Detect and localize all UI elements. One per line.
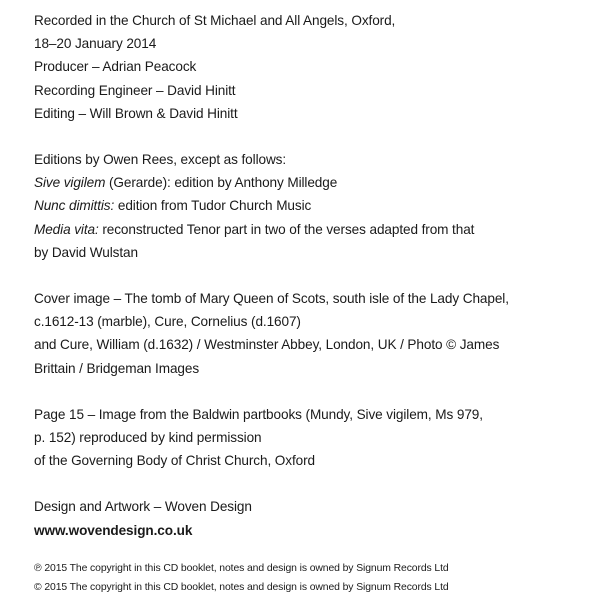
recording-location: Recorded in the Church of St Michael and All Angels, Oxford,: [34, 13, 396, 28]
cover-line: c.1612-13 (marble), Cure, Cornelius (d.1607): [34, 314, 301, 330]
edition-title: Media vita:: [34, 221, 99, 237]
booklet-copyright: © 2015 The copyright in this CD booklet, notes and design is owned by Signum Records Ltd: [34, 581, 449, 593]
edition-title: Nunc dimittis:: [34, 198, 115, 214]
credits-page: [34, 9, 579, 597]
design-credit-text: Design and Artwork – Woven Design: [34, 499, 252, 515]
spacer: [34, 472, 579, 495]
recording-credits: [34, 9, 579, 125]
page15-line: Page 15 – Image from the Baldwin partbooks (Mundy, Sive vigilem, Ms 979,: [34, 406, 483, 422]
spacer: [34, 264, 579, 287]
cover-line: Brittain / Bridgeman Images: [34, 360, 200, 376]
edition-text: edition from Tudor Church Music: [114, 198, 312, 214]
copyright-notices: [34, 559, 579, 597]
page15-line: of the Governing Body of Christ Church, Oxford: [34, 453, 316, 469]
editing-credit: Editing – Will Brown & David Hinitt: [34, 105, 238, 121]
edition-continuation: by David Wulstan: [34, 244, 138, 260]
edition-item: [34, 194, 579, 217]
page15-line: p. 152) reproduced by kind permission: [34, 430, 262, 446]
producer-credit: Producer – Adrian Peacock: [34, 59, 197, 75]
page15-image-credit: [34, 403, 579, 473]
phonogram-copyright: ℗ 2015 The copyright in this CD booklet, notes and design is owned by Signum Records Ltd: [34, 562, 449, 574]
design-credit: [34, 495, 579, 541]
edition-text: reconstructed Tenor part in two of the verses adapted from that: [98, 221, 475, 237]
cover-line: Cover image – The tomb of Mary Queen of Scots, south isle of the Lady Chapel,: [34, 291, 509, 307]
editions-credits: [34, 148, 579, 264]
spacer: [34, 125, 579, 148]
edition-title: Sive vigilem: [34, 175, 106, 191]
spacer: [34, 542, 579, 559]
edition-item: [34, 171, 579, 194]
cover-line: and Cure, William (d.1632) / Westminster Abbey, London, UK / Photo © James: [34, 337, 500, 353]
recording-dates: 18–20 January 2014: [34, 36, 157, 52]
edition-item: [34, 218, 579, 241]
editions-intro: Editions by Owen Rees, except as follows:: [34, 152, 287, 168]
design-website-link[interactable]: www.wovendesign.co.uk: [34, 522, 193, 538]
spacer: [34, 380, 579, 403]
engineer-credit: Recording Engineer – David Hinitt: [34, 82, 236, 98]
cover-image-credit: [34, 287, 579, 380]
edition-text: (Gerarde): edition by Anthony Milledge: [105, 175, 338, 191]
